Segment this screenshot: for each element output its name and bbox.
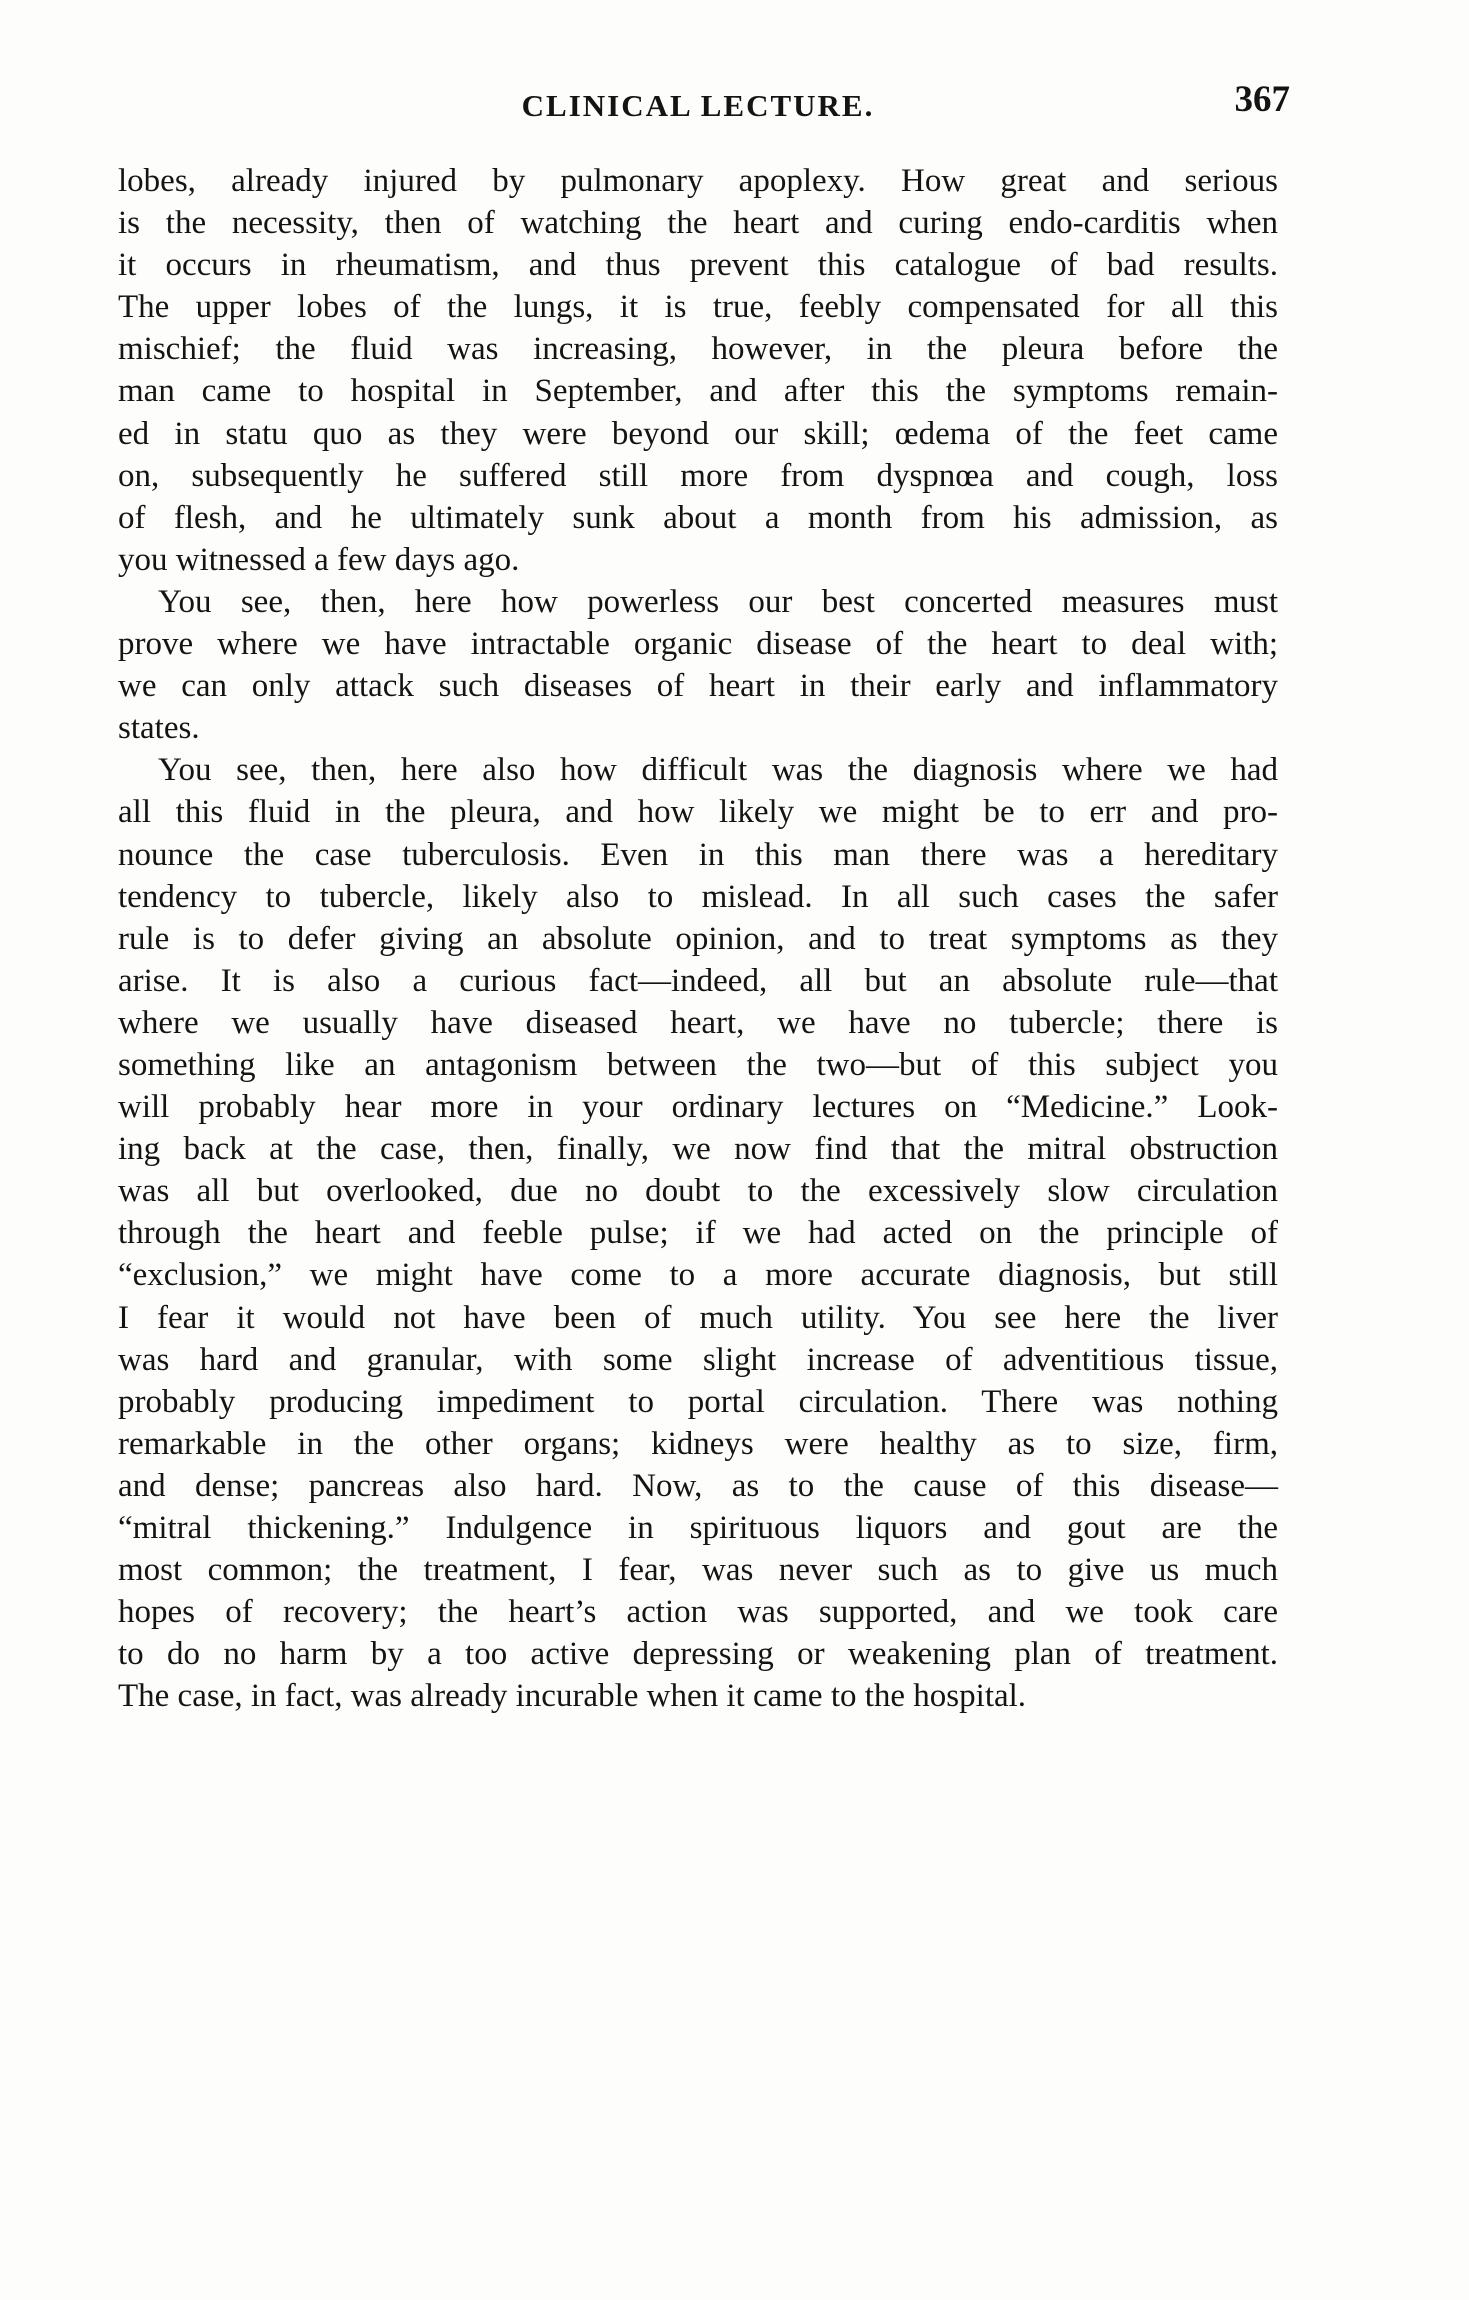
text-line: probably producing impediment to portal circulation. There was nothing [118,1383,1278,1420]
text-line: through the heart and feeble pulse; if we had acted on the principle of [118,1215,1278,1252]
text-line: lobes, already injured by pulmonary apoplexy. How great and serious [118,163,1278,199]
text-line: it occurs in rheumatism, and thus prevent this catalogue of bad results. [118,247,1278,284]
text-line: rule is to defer giving an absolute opinion, and to treat symptoms as they [118,920,1278,957]
text-line: You see, then, here also how difficult was the diagnosis where we had [158,752,1278,789]
text-line: The upper lobes of the lungs, it is true, feebly compensated for all this [118,289,1278,326]
text-line: The case, in fact, was already incurable when it came to the hospital. [118,1678,1027,1715]
text-line: remarkable in the other organs; kidneys were healthy as to size, firm, [118,1425,1278,1462]
page-header [118,79,1290,126]
text-line: most common; the treatment, I fear, was never such as to give us much [118,1552,1278,1589]
text-line: states. [118,710,200,747]
text-line: tendency to tubercle, likely also to mislead. In all such cases the safer [118,878,1278,915]
text-line: is the necessity, then of watching the heart and curing endo-carditis when [118,205,1278,242]
text-line: ing back at the case, then, finally, we now find that the mitral obstruction [118,1131,1278,1168]
text-line: hopes of recovery; the heart’s action was supported, and we took care [118,1594,1278,1631]
text-line: to do no harm by a too active depressing or weakening plan of treatment. [118,1636,1278,1673]
text-line: will probably hear more in your ordinary lectures on “Medicine.” Look- [118,1089,1278,1126]
text-line: man came to hospital in September, and after this the symptoms remain- [118,373,1278,410]
body-text [118,160,1278,1717]
text-line: prove where we have intractable organic disease of the heart to deal with; [118,626,1278,663]
text-line: You see, then, here how powerless our best concerted measures must [158,583,1278,620]
text-line: “exclusion,” we might have come to a more accurate diagnosis, but still [118,1257,1278,1294]
text-line: “mitral thickening.” Indulgence in spirituous liquors and gout are the [118,1510,1278,1546]
text-line: I fear it would not have been of much utility. You see here the liver [118,1299,1278,1336]
text-line: where we usually have diseased heart, we have no tubercle; there is [118,1004,1278,1041]
running-title: CLINICAL LECTURE. [521,88,875,123]
text-line: ed in statu quo as they were beyond our skill; œdema of the feet came [118,415,1278,452]
text-line: mischief; the fluid was increasing, however, in the pleura before the [118,331,1278,368]
paragraph-1 [118,160,1278,581]
page-number: 367 [1234,79,1290,120]
text-line: on, subsequently he suffered still more from dyspnœa and cough, loss [118,457,1278,494]
text-line: we can only attack such diseases of heart in their early and inflammatory [118,668,1278,705]
text-line: was all but overlooked, due no doubt to the excessively slow circulation [118,1173,1278,1210]
paragraph-2 [118,581,1278,749]
text-line: nounce the case tuberculosis. Even in this man there was a hereditary [118,836,1278,873]
text-line: of flesh, and he ultimately sunk about a month from his admission, as [118,499,1278,536]
text-line: and dense; pancreas also hard. Now, as to the cause of this disease— [118,1467,1278,1504]
text-line: you witnessed a few days ago. [118,541,520,578]
text-line: was hard and granular, with some slight increase of adventitious tissue, [118,1341,1278,1378]
text-line: something like an antagonism between the two—but of this subject you [118,1046,1278,1083]
paragraph-3 [118,749,1278,1717]
text-line: all this fluid in the pleura, and how likely we might be to err and pro- [118,794,1278,831]
text-line: arise. It is also a curious fact—indeed, all but an absolute rule—that [118,962,1278,999]
